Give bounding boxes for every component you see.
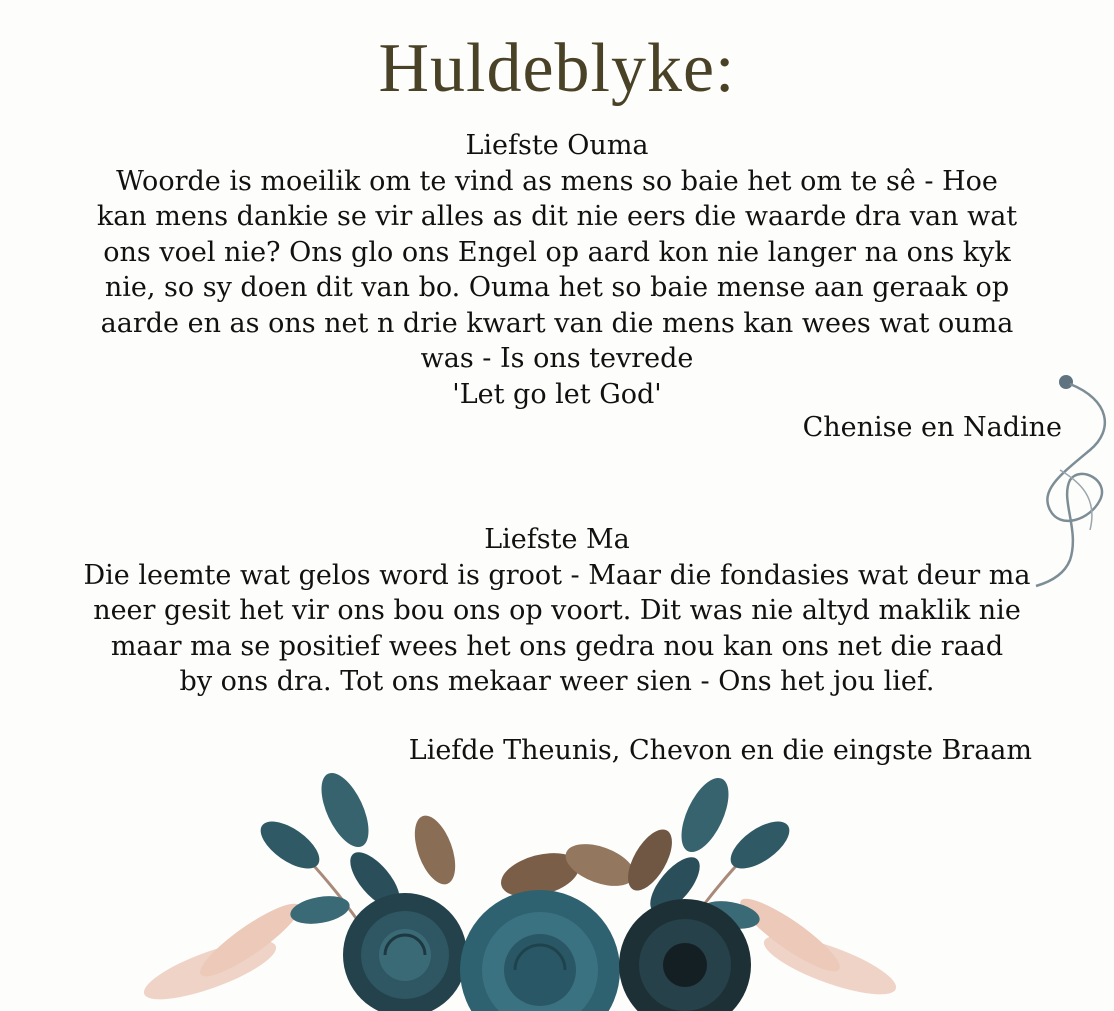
tribute-greeting: Liefste Ma <box>484 524 630 555</box>
tribute-line: ons voel nie? Ons glo ons Engel op aard kon nie langer na ons kyk <box>103 236 1011 268</box>
tribute-signature: Liefde Theunis, Chevon en die eingste Braam <box>408 735 1032 766</box>
page-title: Huldeblyke: <box>378 30 736 107</box>
tribute-line: by ons dra. Tot ons mekaar weer sien - Ons het jou lief. <box>179 666 935 697</box>
tribute-line: was - Is ons tevrede <box>420 343 694 374</box>
tribute-line: aarde en as ons net n drie kwart van die mens kan wees wat ouma <box>100 307 1014 339</box>
tribute-greeting: Liefste Ouma <box>465 130 649 161</box>
tribute-ouma <box>40 128 1074 412</box>
floral-decoration-icon <box>130 770 910 1011</box>
tribute-line: kan mens dankie se vir alles as dit nie eers die waarde dra van wat <box>96 201 1018 232</box>
tribute-line: nie, so sy doen dit van bo. Ouma het so baie mense aan geraak op <box>104 272 1010 303</box>
swirl-ornament-icon <box>1030 370 1114 590</box>
tribute-line: Woorde is moeilik om te vind as mens so baie het om te sê - Hoe <box>116 165 998 197</box>
tribute-line: Die leemte wat gelos word is groot - Maar die fondasies wat deur ma <box>83 559 1031 591</box>
tribute-quote: 'Let go let God' <box>452 378 662 410</box>
tribute-signature: Chenise en Nadine <box>802 412 1062 443</box>
tribute-line: maar ma se positief wees het ons gedra nou kan ons net die raad <box>110 630 1004 662</box>
tribute-ma <box>40 522 1074 700</box>
tribute-line: neer gesit het vir ons bou ons op voort. Dit was nie altyd maklik nie <box>93 595 1021 626</box>
